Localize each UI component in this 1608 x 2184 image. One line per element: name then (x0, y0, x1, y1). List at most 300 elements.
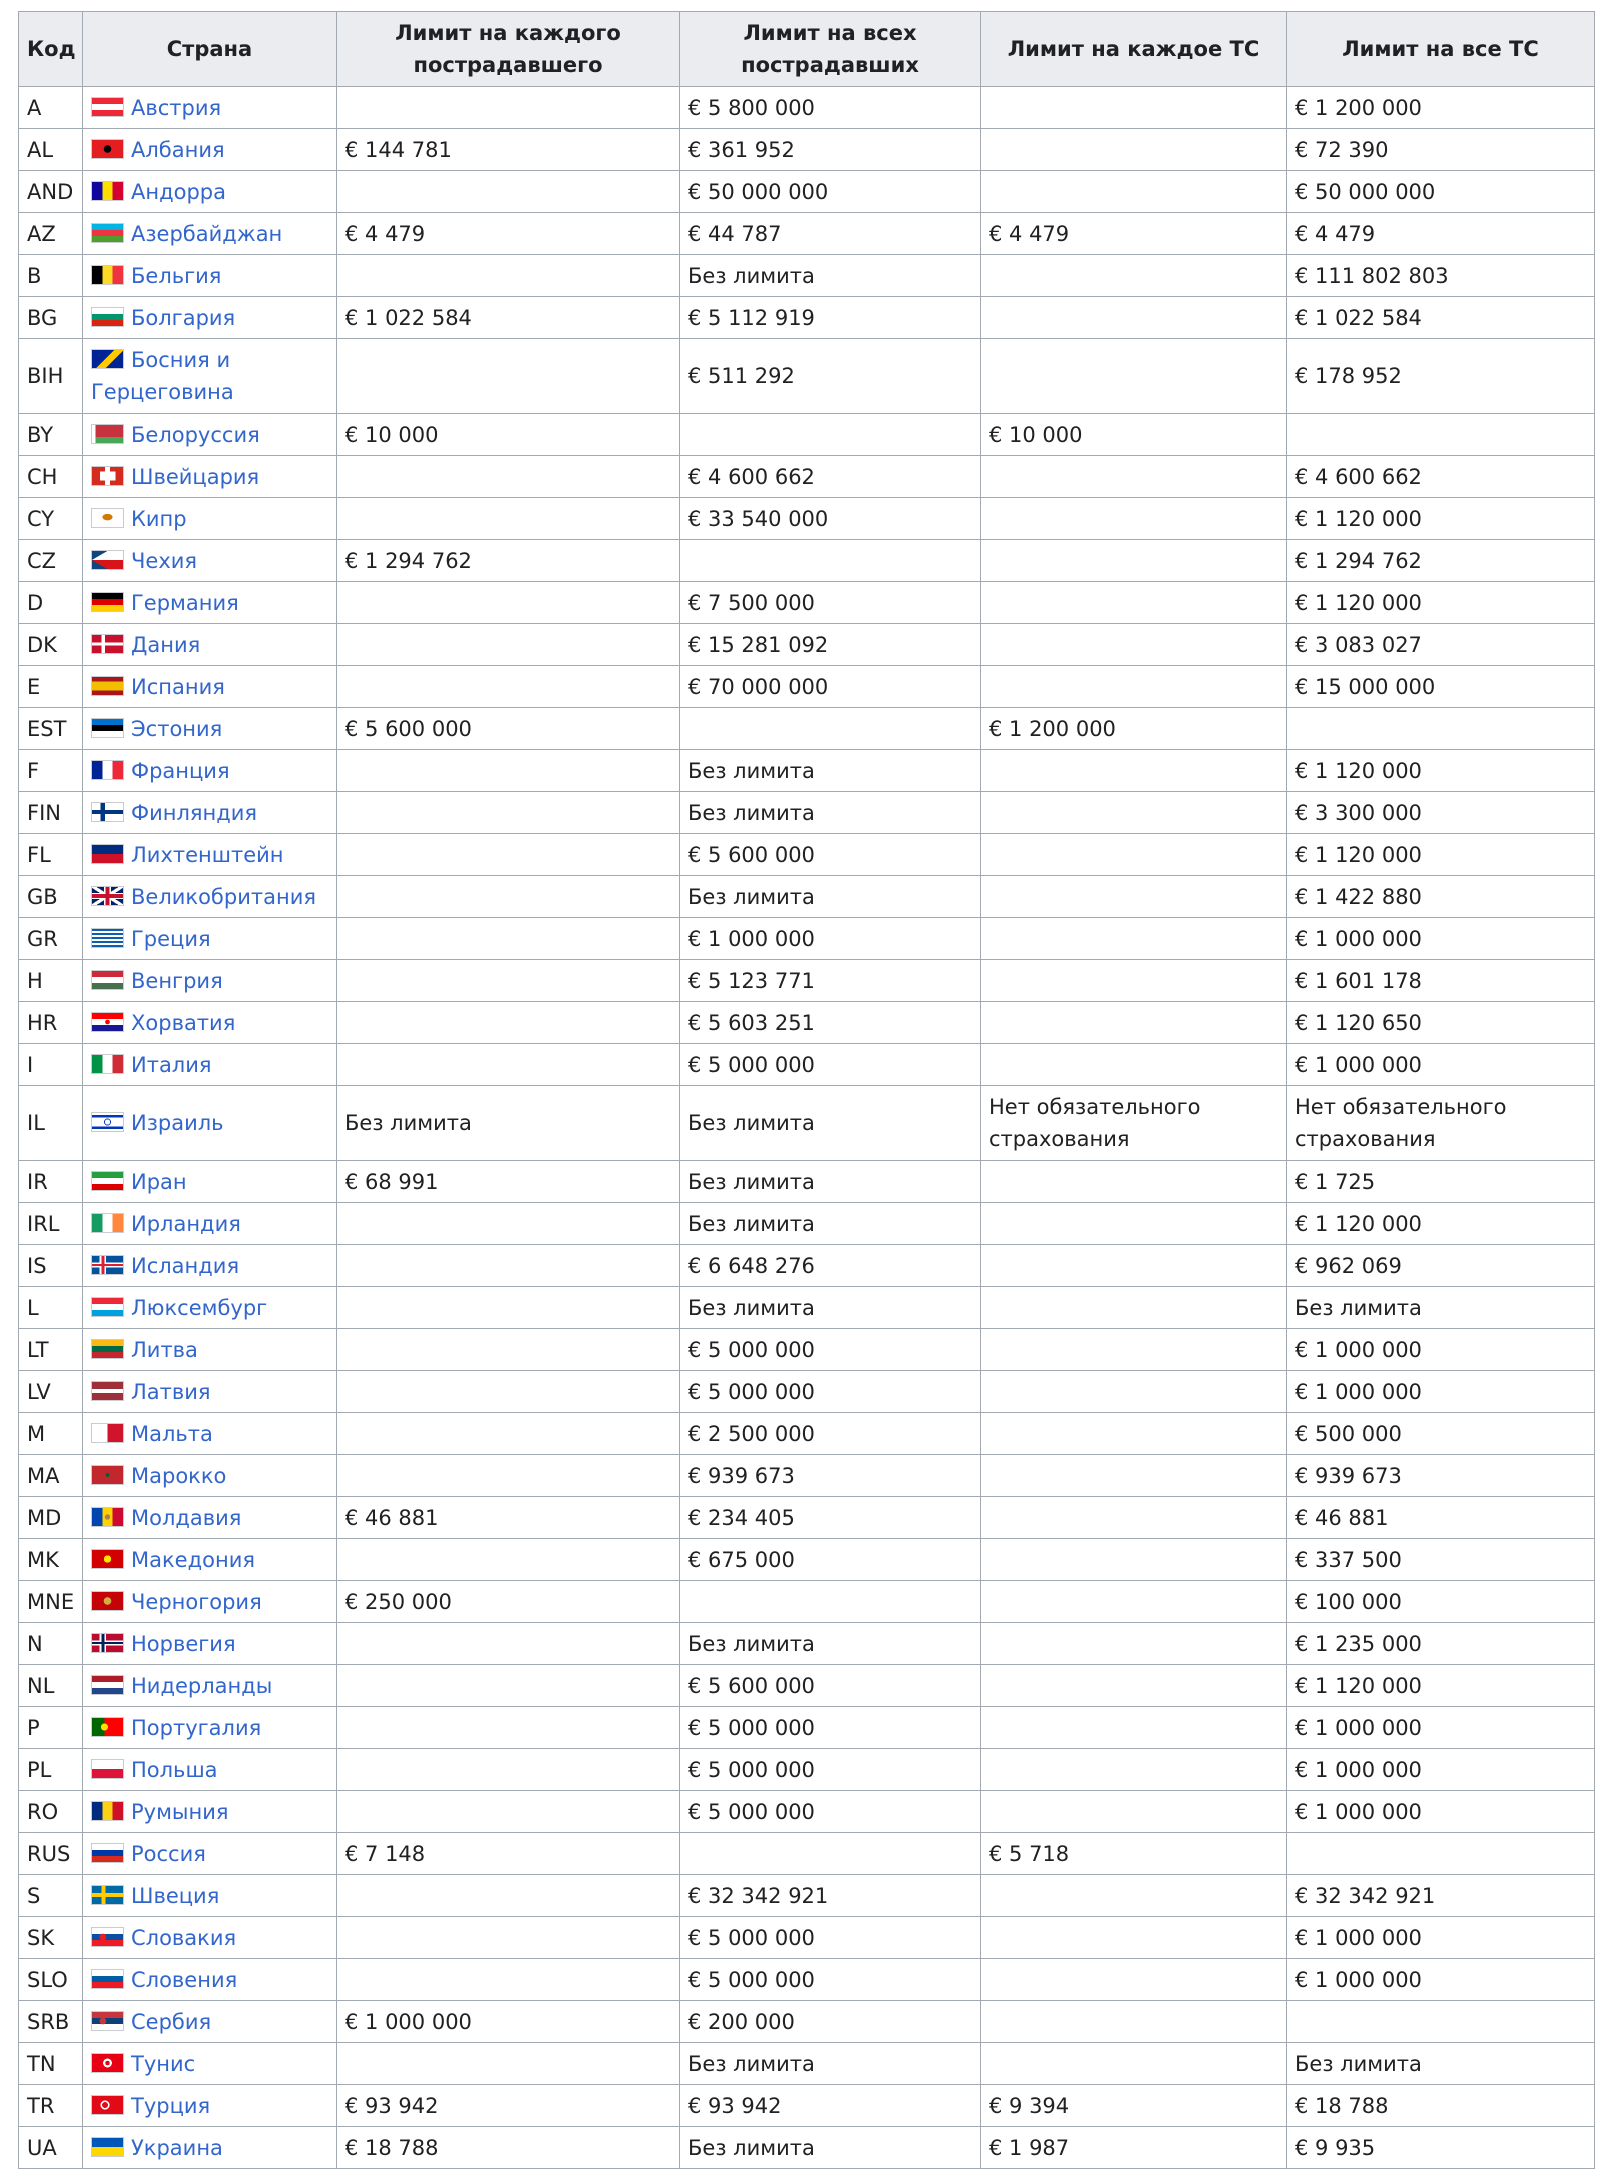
country-link[interactable]: Тунис (131, 2051, 196, 2076)
cell-per-victim (337, 582, 680, 624)
flag-netherlands-icon (91, 1675, 124, 1695)
cell-all-victims: Без лимита (680, 1623, 981, 1665)
flag-lithuania-icon (91, 1339, 124, 1359)
country-link[interactable]: Россия (131, 1841, 206, 1866)
header-country[interactable]: Страна (83, 12, 337, 87)
cell-country (83, 624, 337, 666)
table-row (19, 1455, 1595, 1497)
country-link[interactable]: Литва (131, 1337, 198, 1362)
cell-per-vehicle (981, 1203, 1287, 1245)
table-row (19, 960, 1595, 1002)
cell-code: AL (19, 129, 83, 171)
flag-ireland-icon (91, 1213, 124, 1233)
flag-romania-icon (91, 1801, 124, 1821)
country-link[interactable]: Андорра (131, 179, 226, 204)
country-link[interactable]: Иран (131, 1169, 187, 1194)
flag-uk-icon (91, 886, 124, 906)
country-link[interactable]: Швейцария (131, 464, 260, 489)
cell-per-victim (337, 1371, 680, 1413)
table-row (19, 1539, 1595, 1581)
cell-code: MK (19, 1539, 83, 1581)
country-link[interactable]: Словакия (131, 1925, 237, 1950)
cell-per-victim: € 1 294 762 (337, 540, 680, 582)
cell-all-victims: € 5 800 000 (680, 87, 981, 129)
country-link[interactable]: Румыния (131, 1799, 229, 1824)
cell-per-victim (337, 666, 680, 708)
country-link[interactable]: Латвия (131, 1379, 211, 1404)
cell-code: PL (19, 1749, 83, 1791)
table-row (19, 129, 1595, 171)
table-body (19, 87, 1595, 2169)
cell-all-vehicles: € 1 120 650 (1287, 1002, 1595, 1044)
cell-all-vehicles: € 72 390 (1287, 129, 1595, 171)
cell-per-victim (337, 1791, 680, 1833)
flag-italy-icon (91, 1054, 124, 1074)
country-link[interactable]: Швеция (131, 1883, 220, 1908)
table-row (19, 1161, 1595, 1203)
cell-country (83, 2127, 337, 2169)
cell-code: BY (19, 414, 83, 456)
cell-all-victims: € 234 405 (680, 1497, 981, 1539)
table-row (19, 1623, 1595, 1665)
cell-per-vehicle (981, 297, 1287, 339)
cell-code: I (19, 1044, 83, 1086)
table-row (19, 1044, 1595, 1086)
cell-per-vehicle (981, 1791, 1287, 1833)
cell-all-victims: Без лимита (680, 750, 981, 792)
cell-per-victim (337, 1287, 680, 1329)
flag-luxembourg-icon (91, 1297, 124, 1317)
table-row (19, 834, 1595, 876)
cell-per-victim (337, 1665, 680, 1707)
country-link[interactable]: Мальта (131, 1421, 213, 1446)
cell-country (83, 1749, 337, 1791)
cell-per-victim: € 1 022 584 (337, 297, 680, 339)
table-row (19, 1329, 1595, 1371)
flag-macedonia-icon (91, 1549, 124, 1569)
cell-code: BIH (19, 339, 83, 414)
flag-azerbaijan-icon (91, 223, 124, 243)
cell-per-vehicle (981, 1539, 1287, 1581)
cell-per-vehicle (981, 1875, 1287, 1917)
flag-morocco-icon (91, 1465, 124, 1485)
cell-per-victim (337, 1917, 680, 1959)
flag-albania-icon (91, 139, 124, 159)
cell-per-victim (337, 2043, 680, 2085)
cell-per-vehicle (981, 750, 1287, 792)
cell-all-vehicles: € 46 881 (1287, 1497, 1595, 1539)
cell-all-vehicles: Нет обязательного страхования (1287, 1086, 1595, 1161)
flag-austria-icon (91, 97, 124, 117)
flag-slovakia-icon (91, 1927, 124, 1947)
country-link[interactable]: Великобритания (131, 884, 316, 909)
cell-all-vehicles: € 1 200 000 (1287, 87, 1595, 129)
country-link[interactable]: Болгария (131, 305, 236, 330)
country-link[interactable]: Лихтенштейн (131, 842, 284, 867)
table-row (19, 876, 1595, 918)
flag-tunisia-icon (91, 2053, 124, 2073)
table-row (19, 1002, 1595, 1044)
country-link[interactable]: Турция (131, 2093, 211, 2118)
cell-per-victim: € 5 600 000 (337, 708, 680, 750)
cell-all-vehicles: € 1 000 000 (1287, 1917, 1595, 1959)
table-row (19, 1707, 1595, 1749)
flag-france-icon (91, 760, 124, 780)
flag-liechtenstein-icon (91, 844, 124, 864)
table-row (19, 540, 1595, 582)
cell-all-victims: € 5 000 000 (680, 1917, 981, 1959)
table-row (19, 624, 1595, 666)
cell-all-victims (680, 414, 981, 456)
cell-all-victims: € 5 000 000 (680, 1791, 981, 1833)
cell-per-victim (337, 1749, 680, 1791)
country-link[interactable]: Нидерланды (131, 1673, 273, 1698)
flag-croatia-icon (91, 1012, 124, 1032)
cell-all-vehicles: € 4 479 (1287, 213, 1595, 255)
cell-per-vehicle (981, 1707, 1287, 1749)
table-row (19, 1287, 1595, 1329)
cell-all-vehicles: Без лимита (1287, 2043, 1595, 2085)
flag-czechia-icon (91, 550, 124, 570)
cell-country (83, 834, 337, 876)
country-link[interactable]: Люксембург (131, 1295, 268, 1320)
cell-country (83, 1707, 337, 1749)
cell-all-vehicles: € 1 120 000 (1287, 834, 1595, 876)
cell-all-victims: € 15 281 092 (680, 624, 981, 666)
cell-code: LV (19, 1371, 83, 1413)
flag-poland-icon (91, 1759, 124, 1779)
cell-code: D (19, 582, 83, 624)
cell-all-victims: Без лимита (680, 792, 981, 834)
cell-per-vehicle (981, 255, 1287, 297)
cell-all-vehicles: € 32 342 921 (1287, 1875, 1595, 1917)
cell-per-vehicle (981, 1371, 1287, 1413)
country-link[interactable]: Испания (131, 674, 225, 699)
country-link[interactable]: Марокко (131, 1463, 227, 1488)
country-link[interactable]: Исландия (131, 1253, 240, 1278)
header-per-victim[interactable]: Лимит на каждого пострадавшего (337, 12, 680, 87)
country-link[interactable]: Ирландия (131, 1211, 241, 1236)
cell-per-victim (337, 456, 680, 498)
cell-per-victim (337, 834, 680, 876)
table-row (19, 750, 1595, 792)
cell-all-victims: € 5 000 000 (680, 1749, 981, 1791)
cell-all-victims: € 1 000 000 (680, 918, 981, 960)
flag-belgium-icon (91, 265, 124, 285)
table-row (19, 498, 1595, 540)
cell-code: IR (19, 1161, 83, 1203)
cell-country (83, 456, 337, 498)
country-link[interactable]: Австрия (131, 95, 222, 120)
country-link[interactable]: Польша (131, 1757, 218, 1782)
cell-all-victims: Без лимита (680, 1287, 981, 1329)
cell-all-vehicles: € 100 000 (1287, 1581, 1595, 1623)
cell-all-vehicles: € 1 235 000 (1287, 1623, 1595, 1665)
cell-all-vehicles: € 15 000 000 (1287, 666, 1595, 708)
table-row (19, 1203, 1595, 1245)
country-link[interactable]: Чехия (131, 548, 198, 573)
cell-all-victims: Без лимита (680, 1086, 981, 1161)
cell-all-vehicles: € 337 500 (1287, 1539, 1595, 1581)
cell-all-victims: € 5 600 000 (680, 1665, 981, 1707)
header-all-vehicles[interactable]: Лимит на все ТС (1287, 12, 1595, 87)
cell-all-victims: € 5 603 251 (680, 1002, 981, 1044)
cell-all-vehicles: € 1 000 000 (1287, 1791, 1595, 1833)
flag-finland-icon (91, 802, 124, 822)
cell-all-vehicles: € 4 600 662 (1287, 456, 1595, 498)
cell-all-victims: € 6 648 276 (680, 1245, 981, 1287)
country-link[interactable]: Дания (131, 632, 201, 657)
cell-code: DK (19, 624, 83, 666)
country-link[interactable]: Македония (131, 1547, 255, 1572)
cell-code: L (19, 1287, 83, 1329)
cell-per-victim (337, 171, 680, 213)
cell-country (83, 1329, 337, 1371)
table-row (19, 1371, 1595, 1413)
country-link[interactable]: Франция (131, 758, 230, 783)
cell-per-vehicle (981, 1665, 1287, 1707)
cell-all-victims: € 5 600 000 (680, 834, 981, 876)
table-row (19, 1581, 1595, 1623)
cell-per-vehicle (981, 129, 1287, 171)
flag-denmark-icon (91, 634, 124, 654)
flag-germany-icon (91, 592, 124, 612)
flag-sweden-icon (91, 1885, 124, 1905)
cell-code: E (19, 666, 83, 708)
header-all-victims[interactable]: Лимит на всех пострадавших (680, 12, 981, 87)
flag-moldova-icon (91, 1507, 124, 1527)
cell-all-victims (680, 540, 981, 582)
cell-per-vehicle (981, 1917, 1287, 1959)
cell-country (83, 1413, 337, 1455)
cell-code: F (19, 750, 83, 792)
cell-per-victim (337, 876, 680, 918)
country-link[interactable]: Италия (131, 1052, 212, 1077)
cell-code: EST (19, 708, 83, 750)
cell-per-victim (337, 1203, 680, 1245)
cell-all-victims: Без лимита (680, 1203, 981, 1245)
cell-per-vehicle: € 10 000 (981, 414, 1287, 456)
country-link[interactable]: Португалия (131, 1715, 262, 1740)
table-row (19, 792, 1595, 834)
cell-country (83, 2085, 337, 2127)
table-row (19, 918, 1595, 960)
cell-per-victim (337, 1623, 680, 1665)
cell-country (83, 87, 337, 129)
cell-per-vehicle (981, 666, 1287, 708)
table-header-row (19, 12, 1595, 87)
cell-code: FIN (19, 792, 83, 834)
cell-per-vehicle (981, 2001, 1287, 2043)
flag-serbia-icon (91, 2011, 124, 2031)
header-per-vehicle[interactable]: Лимит на каждое ТС (981, 12, 1287, 87)
cell-per-vehicle (981, 540, 1287, 582)
flag-andorra-icon (91, 181, 124, 201)
cell-per-vehicle (981, 1581, 1287, 1623)
cell-per-victim: € 250 000 (337, 1581, 680, 1623)
cell-country (83, 708, 337, 750)
table-row (19, 2085, 1595, 2127)
table-row (19, 1086, 1595, 1161)
cell-code: GR (19, 918, 83, 960)
cell-all-vehicles: € 1 120 000 (1287, 498, 1595, 540)
table-row (19, 582, 1595, 624)
table-row (19, 456, 1595, 498)
country-link[interactable]: Белоруссия (131, 422, 260, 447)
table-row (19, 1875, 1595, 1917)
table-row (19, 171, 1595, 213)
cell-all-victims: € 200 000 (680, 2001, 981, 2043)
cell-all-vehicles: € 962 069 (1287, 1245, 1595, 1287)
cell-per-vehicle (981, 339, 1287, 414)
cell-code: SK (19, 1917, 83, 1959)
cell-code: UA (19, 2127, 83, 2169)
country-link[interactable]: Бельгия (131, 263, 222, 288)
cell-all-vehicles: € 1 000 000 (1287, 1371, 1595, 1413)
cell-per-vehicle: € 5 718 (981, 1833, 1287, 1875)
country-link[interactable]: Босния и Герцеговина (91, 348, 234, 404)
cell-country (83, 792, 337, 834)
flag-malta-icon (91, 1423, 124, 1443)
table-row (19, 2001, 1595, 2043)
cell-per-vehicle (981, 171, 1287, 213)
cell-all-vehicles: € 1 000 000 (1287, 1959, 1595, 2001)
cell-per-victim (337, 1455, 680, 1497)
cell-all-vehicles: € 18 788 (1287, 2085, 1595, 2127)
cell-per-victim (337, 339, 680, 414)
country-link[interactable]: Черногория (131, 1589, 262, 1614)
cell-all-victims: € 361 952 (680, 129, 981, 171)
cell-all-victims: € 4 600 662 (680, 456, 981, 498)
cell-country (83, 918, 337, 960)
cell-all-vehicles (1287, 708, 1595, 750)
cell-code: S (19, 1875, 83, 1917)
cell-all-vehicles: € 1 120 000 (1287, 1665, 1595, 1707)
flag-estonia-icon (91, 718, 124, 738)
cell-all-vehicles: € 1 000 000 (1287, 1749, 1595, 1791)
country-link[interactable]: Албания (131, 137, 225, 162)
cell-country (83, 1203, 337, 1245)
cell-per-vehicle: € 4 479 (981, 213, 1287, 255)
cell-all-victims: € 50 000 000 (680, 171, 981, 213)
cell-code: IRL (19, 1203, 83, 1245)
cell-code: M (19, 1413, 83, 1455)
country-link[interactable]: Словения (131, 1967, 238, 1992)
flag-cyprus-icon (91, 508, 124, 528)
cell-per-victim (337, 87, 680, 129)
cell-per-victim: Без лимита (337, 1086, 680, 1161)
country-link[interactable]: Молдавия (131, 1505, 242, 1530)
header-code[interactable]: Код (19, 12, 83, 87)
cell-code: CZ (19, 540, 83, 582)
cell-all-vehicles: € 1 000 000 (1287, 918, 1595, 960)
cell-all-victims: € 70 000 000 (680, 666, 981, 708)
cell-country (83, 1455, 337, 1497)
country-link[interactable]: Хорватия (131, 1010, 236, 1035)
cell-country (83, 1539, 337, 1581)
country-link[interactable]: Германия (131, 590, 239, 615)
table-row (19, 1245, 1595, 1287)
table-row (19, 1917, 1595, 1959)
cell-all-victims: € 5 000 000 (680, 1959, 981, 2001)
cell-all-victims: € 5 123 771 (680, 960, 981, 1002)
cell-all-victims: € 5 000 000 (680, 1707, 981, 1749)
cell-code: GB (19, 876, 83, 918)
table-row (19, 1665, 1595, 1707)
cell-all-victims: Без лимита (680, 876, 981, 918)
table-row (19, 255, 1595, 297)
table-row (19, 1791, 1595, 1833)
country-link[interactable]: Греция (131, 926, 211, 951)
cell-per-victim: € 46 881 (337, 1497, 680, 1539)
country-link[interactable]: Израиль (131, 1111, 224, 1135)
cell-per-victim: € 93 942 (337, 2085, 680, 2127)
cell-per-vehicle (981, 1245, 1287, 1287)
cell-code: SLO (19, 1959, 83, 2001)
cell-per-victim (337, 1875, 680, 1917)
cell-code: MNE (19, 1581, 83, 1623)
country-link[interactable]: Норвегия (131, 1631, 236, 1656)
cell-per-vehicle (981, 1044, 1287, 1086)
cell-code: TR (19, 2085, 83, 2127)
country-link[interactable]: Азербайджан (131, 221, 283, 246)
cell-code: TN (19, 2043, 83, 2085)
table-row (19, 2043, 1595, 2085)
flag-switzerland-icon (91, 466, 124, 486)
country-link[interactable]: Украина (131, 2135, 223, 2160)
cell-code: N (19, 1623, 83, 1665)
cell-all-vehicles: € 1 000 000 (1287, 1707, 1595, 1749)
cell-per-victim: € 18 788 (337, 2127, 680, 2169)
table-row (19, 213, 1595, 255)
cell-all-victims: Без лимита (680, 255, 981, 297)
cell-code: RO (19, 1791, 83, 1833)
table-row (19, 1497, 1595, 1539)
cell-per-vehicle (981, 792, 1287, 834)
cell-all-victims (680, 1833, 981, 1875)
flag-bosnia-icon (91, 349, 124, 369)
cell-code: P (19, 1707, 83, 1749)
flag-hungary-icon (91, 970, 124, 990)
cell-country (83, 498, 337, 540)
cell-all-vehicles: € 1 120 000 (1287, 582, 1595, 624)
cell-code: CY (19, 498, 83, 540)
cell-all-victims: € 675 000 (680, 1539, 981, 1581)
cell-country (83, 414, 337, 456)
cell-all-vehicles: € 1 601 178 (1287, 960, 1595, 1002)
cell-country (83, 1665, 337, 1707)
cell-per-victim: € 144 781 (337, 129, 680, 171)
cell-country (83, 666, 337, 708)
cell-all-victims: € 93 942 (680, 2085, 981, 2127)
table-row (19, 1749, 1595, 1791)
flag-latvia-icon (91, 1381, 124, 1401)
country-link[interactable]: Финляндия (131, 800, 258, 825)
insurance-limits-table (18, 11, 1595, 2169)
cell-code: BG (19, 297, 83, 339)
flag-spain-icon (91, 676, 124, 696)
country-link[interactable]: Кипр (131, 506, 187, 531)
cell-per-vehicle (981, 918, 1287, 960)
country-link[interactable]: Эстония (131, 716, 223, 741)
cell-country (83, 255, 337, 297)
country-link[interactable]: Венгрия (131, 968, 223, 993)
flag-montenegro-icon (91, 1591, 124, 1611)
cell-all-vehicles (1287, 414, 1595, 456)
country-link[interactable]: Сербия (131, 2009, 212, 2034)
cell-per-vehicle (981, 1329, 1287, 1371)
cell-code: H (19, 960, 83, 1002)
